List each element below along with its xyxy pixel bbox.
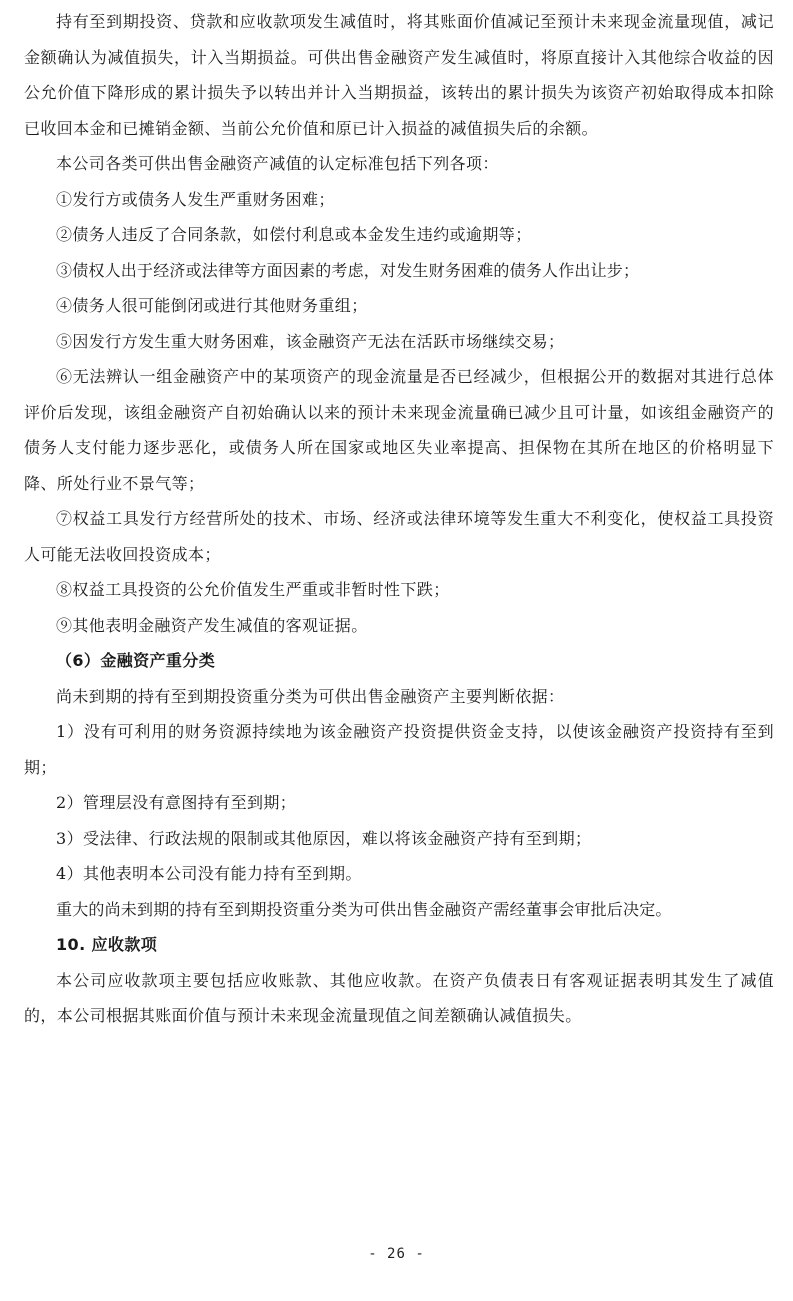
list-item-basis-4: 4）其他表明本公司没有能力持有至到期。 [56, 864, 362, 883]
list-item-criterion-8: ⑧权益工具投资的公允价值发生严重或非暂时性下跌； [56, 580, 450, 599]
list-item-basis-1: 1）没有可利用的财务资源持续地为该金融资产投资提供资金支持，以使该金融资产投资持有至到期； [24, 722, 774, 777]
list-item-criterion-2: ②债务人违反了合同条款，如偿付利息或本金发生违约或逾期等； [56, 225, 532, 244]
document-page [24, 0, 774, 1034]
section-heading-receivables: 10. 应收款项 [56, 935, 158, 954]
paragraph-reclassification-intro: 尚未到期的持有至到期投资重分类为可供出售金融资产主要判断依据： [56, 686, 565, 706]
paragraph-receivables: 本公司应收款项主要包括应收账款、其他应收款。在资产负债表日有客观证据表明其发生了减值的，本公司根据其账面价值与预计未来现金流量现值之间差额确认减值损失。 [24, 970, 774, 1025]
section-heading-reclassification: （6）金融资产重分类 [56, 651, 216, 670]
list-item-criterion-4: ④债务人很可能倒闭或进行其他财务重组； [56, 296, 368, 315]
list-item-criterion-9: ⑨其他表明金融资产发生减值的客观证据。 [56, 615, 368, 635]
paragraph-impairment-measurement: 持有至到期投资、贷款和应收款项发生减值时，将其账面价值减记至预计未来现金流量现值，减记金额确认为减值损失，计入当期损益。可供出售金融资产发生减值时，将原直接计入其他综合收益的因公允价值下降形成的累计损失予以转出并计入当期损益，该转出的累计损失为该资产初始取得成本扣除已收回本金和已摊销金额、当前公允价值和原已计入损益的减值损失后的余额。 [24, 12, 774, 138]
list-item-criterion-1: ①发行方或债务人发生严重财务困难； [56, 189, 335, 209]
list-item-basis-2: 2）管理层没有意图持有至到期； [56, 793, 297, 812]
list-item-criterion-5: ⑤因发行方发生重大财务困难，该金融资产无法在活跃市场继续交易； [56, 331, 565, 351]
list-item-basis-3: 3）受法律、行政法规的限制或其他原因，难以将该金融资产持有至到期； [56, 828, 592, 848]
paragraph-board-approval: 重大的尚未到期的持有至到期投资重分类为可供出售金融资产需经董事会审批后决定。 [56, 899, 672, 919]
page-number: - 26 - [368, 1246, 425, 1262]
list-item-criterion-3: ③债权人出于经济或法律等方面因素的考虑，对发生财务困难的债务人作出让步； [56, 260, 640, 280]
paragraph-impairment-criteria-intro: 本公司各类可供出售金融资产减值的认定标准包括下列各项： [56, 154, 499, 173]
list-item-criterion-6: ⑥无法辨认一组金融资产中的某项资产的现金流量是否已经减少，但根据公开的数据对其进行总体评价后发现，该组金融资产自初始确认以来的预计未来现金流量确已减少且可计量，如该组金融资产的债务人支付能力逐步恶化，或债务人所在国家或地区失业率提高、担保物在其所在地区的价格明显下降、所处行业不景气等； [24, 367, 774, 493]
list-item-criterion-7: ⑦权益工具发行方经营所处的技术、市场、经济或法律环境等发生重大不利变化，使权益工具投资人可能无法收回投资成本； [24, 509, 774, 564]
